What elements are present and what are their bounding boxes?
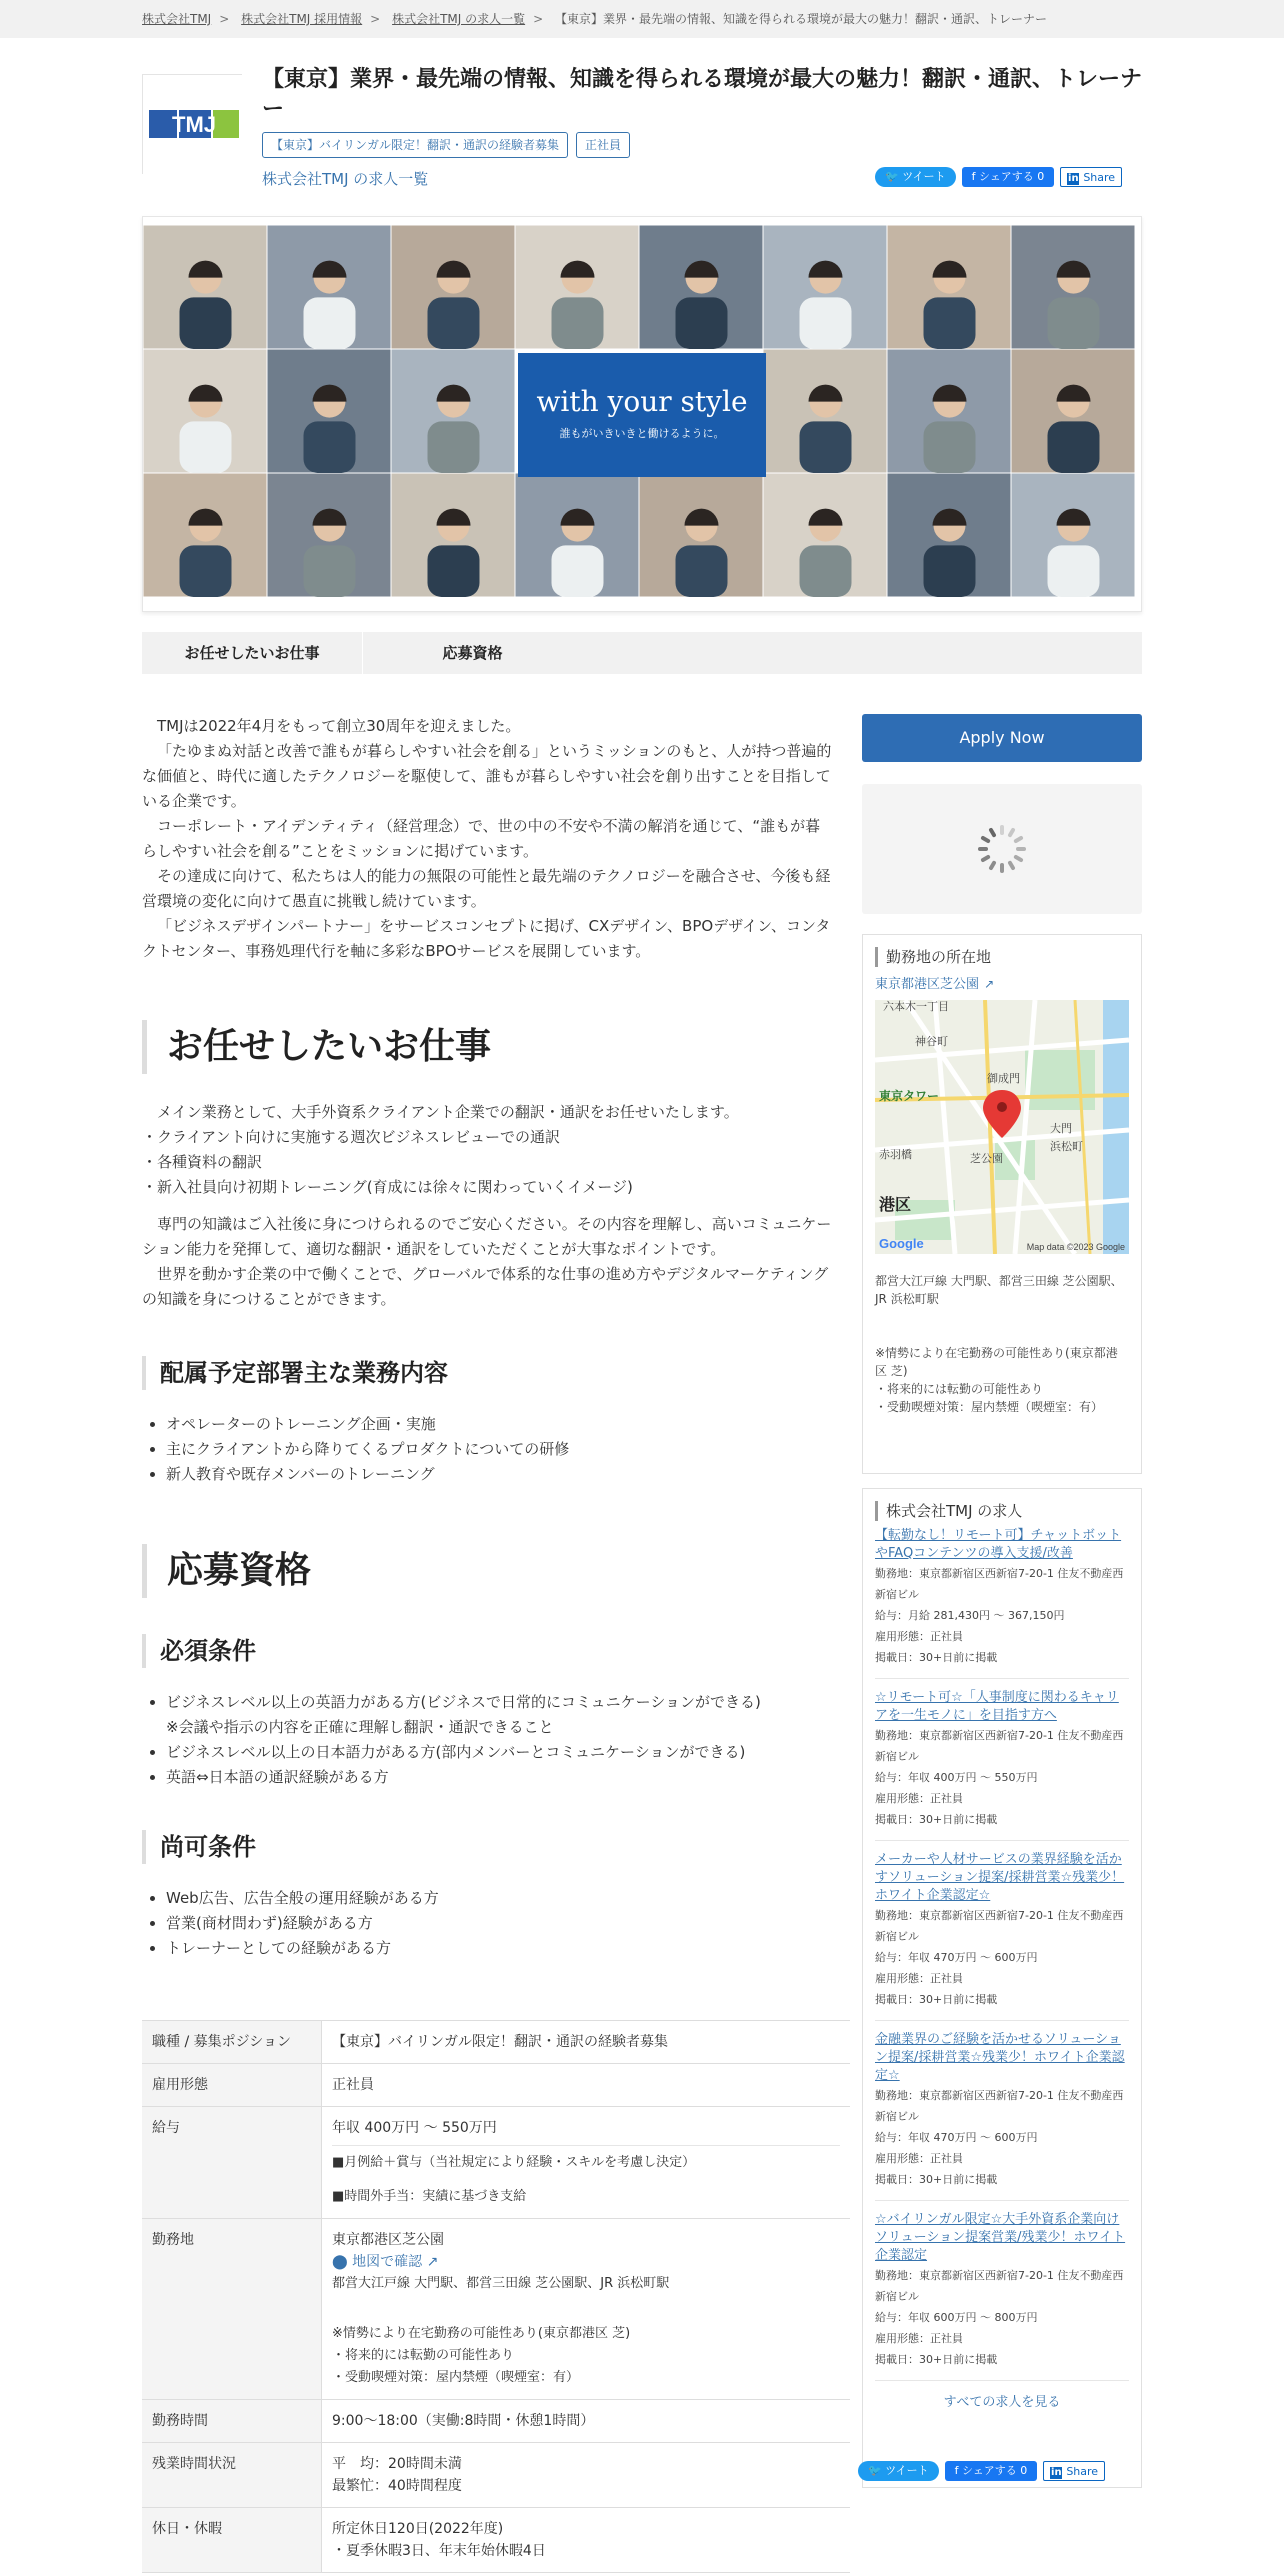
stations-text: 都営大江戸線 大門駅、都営三田線 芝公園駅、JR 浜松町駅 <box>332 2276 670 2291</box>
job-location: 勤務地：東京都新宿区西新宿7-20-1 住友不動産西新宿ビル <box>875 2089 1124 2123</box>
mosaic-person-body <box>924 421 976 473</box>
row-label: 勤務時間 <box>142 2400 322 2442</box>
company-intro <box>142 714 832 964</box>
row-value <box>322 2508 850 2572</box>
svg-text:御成門: 御成門 <box>987 1073 1020 1085</box>
spinner-segment <box>1013 854 1024 862</box>
job-salary: 給与：月給 281,430円 〜 367,150円 <box>875 1609 1065 1622</box>
linkedin-share-button[interactable]: in Share <box>1043 2461 1105 2481</box>
section-tabs <box>142 632 1142 674</box>
list-item: • 英語⇔日本語の通訳経験がある方 <box>166 1765 842 1790</box>
list-item: • オペレーターのトレーニング企画・実施 <box>166 1412 832 1437</box>
mosaic-person-body <box>552 545 604 597</box>
tweet-button[interactable]: 🐦 ツイート <box>858 2461 939 2481</box>
list-item: • Web広告、広告全般の運用経験がある方 <box>166 1886 832 1911</box>
sidebar-note: ・将来的には転勤の可能性あり <box>875 1382 1044 1396</box>
tag-employment[interactable]: 正社員 <box>576 132 630 158</box>
hero-headline: with your style <box>536 385 748 418</box>
job-type: 雇用形態：正社員 <box>875 1792 963 1805</box>
loading-panel <box>862 784 1142 914</box>
row-label: 残業時間状況 <box>142 2443 322 2507</box>
mosaic-person-body <box>304 421 356 473</box>
preferred-heading: 尚可条件 <box>142 1830 256 1864</box>
row-label: 雇用形態 <box>142 2064 322 2106</box>
mosaic-person-body <box>180 421 232 473</box>
mosaic-person-body <box>924 545 976 597</box>
salary-note: ■時間外手当：実績に基づき支給 <box>332 2189 527 2204</box>
job-heading: お任せしたいお仕事 <box>142 1020 491 1074</box>
location-box-title: 勤務地の所在地 <box>875 947 1129 967</box>
job-line: ・各種資料の翻訳 <box>142 1153 263 1171</box>
sidebar-share-bar <box>858 2460 1111 2481</box>
all-jobs-link[interactable]: すべての求人を見る <box>943 2395 1061 2410</box>
loading-spinner-icon <box>862 784 1142 914</box>
list-item: • ビジネスレベル以上の英語力がある方(ビジネスで日常的にコミュニケーションができる) <box>166 1690 842 1715</box>
spinner-segment <box>988 827 996 838</box>
svg-text:東京タワー: 東京タワー <box>879 1089 940 1103</box>
job-list <box>875 1527 1129 2410</box>
map-link[interactable]: 地図で確認 <box>352 2254 423 2270</box>
breadcrumb-current: 【東京】業界・最先端の情報、知識を得られる環境が最大の魅力！翻訳・通訳、トレーナー <box>555 12 1048 26</box>
job-card <box>875 2211 1129 2370</box>
job-salary: 給与：年収 470万円 〜 600万円 <box>875 1951 1038 1964</box>
spinner-segment <box>1013 835 1024 843</box>
job-date: 掲載日：30+日前に掲載 <box>875 2353 998 2366</box>
table-row <box>142 2219 850 2400</box>
job-date: 掲載日：30+日前に掲載 <box>875 1993 998 2006</box>
page-title: 【東京】業界・最先端の情報、知識を得られる環境が最大の魅力！翻訳・通訳、トレーナー <box>262 67 1143 122</box>
row-label: 職種 / 募集ポジション <box>142 2021 322 2063</box>
list-item: ※会議や指示の内容を正確に理解し翻訳・通訳できること <box>166 1718 554 1736</box>
company-jobs-box <box>862 1488 1142 2488</box>
job-card <box>875 1851 1129 2010</box>
breadcrumb <box>0 0 1284 38</box>
row-value: 正社員 <box>332 2077 374 2093</box>
job-date: 掲載日：30+日前に掲載 <box>875 2173 998 2186</box>
list-item: • トレーナーとしての経験がある方 <box>166 1936 832 1961</box>
job-paragraph: 専門の知識はご入社後に身につけられるのでご安心ください。その内容を理解し、高いコミュニケーション能力を発揮して、適切な翻訳・通訳をしていただくことが大事なポイントです。 <box>142 1215 832 1258</box>
list-item: • ビジネスレベル以上の日本語力がある方(部内メンバーとコミュニケーションができる) <box>166 1740 842 1765</box>
spinner-segment <box>1000 825 1004 835</box>
dept-list <box>142 1412 832 1487</box>
hero-image-mosaic <box>142 216 1142 612</box>
required-list <box>142 1690 842 1790</box>
job-date: 掲載日：30+日前に掲載 <box>875 1813 998 1826</box>
tweet-button[interactable]: 🐦 ツイート <box>875 167 956 187</box>
mosaic-person-body <box>428 545 480 597</box>
job-title-link[interactable]: 金融業界のご経験を活かせるソリューション提案/採耕営業☆残業少！ホワイト企業認定☆ <box>875 2032 1125 2083</box>
job-type: 雇用形態：正社員 <box>875 2152 963 2165</box>
overtime-max: 最繁忙：40時間程度 <box>332 2478 462 2494</box>
company-logo <box>142 74 242 174</box>
mosaic-person-body <box>180 545 232 597</box>
spinner-segment <box>1000 863 1004 873</box>
job-description <box>142 1100 832 1312</box>
job-type: 雇用形態：正社員 <box>875 2332 963 2345</box>
mosaic-person-body <box>924 297 976 349</box>
location-note: ※情勢により在宅勤務の可能性あり(東京都港区 芝) <box>332 2326 631 2341</box>
linkedin-icon: in <box>1051 2466 1062 2478</box>
external-link-icon: ↗ <box>984 977 995 991</box>
intro-paragraph: TMJは2022年4月をもって創立30周年を迎えました。 <box>157 717 521 735</box>
mosaic-person-body <box>1048 421 1100 473</box>
job-title-link[interactable]: ☆リモート可☆「人事制度に関わるキャリアを一生モノに」を目指す方へ <box>875 1690 1119 1723</box>
salary-note: ■月例給＋賞与（当社規定により経験・スキルを考慮し決定） <box>332 2155 696 2170</box>
job-header <box>142 62 1142 194</box>
overtime-avg: 平 均：20時間未満 <box>332 2456 462 2472</box>
apply-button[interactable]: Apply Now <box>862 714 1142 762</box>
holiday-text: 所定休日120日(2022年度) <box>332 2521 504 2537</box>
mosaic-person-body <box>676 545 728 597</box>
intro-paragraph: 「たゆまぬ対話と改善で誰もが暮らしやすい社会を創る」というミッションのもと、人が持つ普遍的な価値と、時代に適したテクノロジーを駆使して、誰もが暮らしやすい社会を創り出すことを目指している企業です。 <box>142 742 832 810</box>
job-salary: 給与：年収 400万円 〜 550万円 <box>875 1771 1038 1784</box>
svg-text:港区: 港区 <box>879 1197 912 1214</box>
map-pin-icon: ⬤ <box>332 2254 348 2270</box>
list-item: • 主にクライアントから降りてくるプロダクトについての研修 <box>166 1437 832 1462</box>
job-title-link[interactable]: 【転勤なし！リモート可】チャットボットやFAQコンテンツの導入支援/改善 <box>875 1528 1122 1561</box>
breadcrumb-company[interactable]: 株式会社TMJ <box>142 12 212 26</box>
facebook-icon: f <box>971 169 976 183</box>
mosaic-person-body <box>1048 297 1100 349</box>
twitter-icon: 🐦 <box>868 2463 882 2477</box>
mosaic-person-body <box>800 421 852 473</box>
mosaic-person-body <box>304 545 356 597</box>
mosaic-person-body <box>304 297 356 349</box>
job-line: ・新入社員向け初期トレーニング(育成には徐々に関わっていくイメージ) <box>142 1178 633 1196</box>
table-row <box>142 2443 850 2508</box>
table-row <box>142 2508 850 2573</box>
required-heading: 必須条件 <box>142 1634 256 1668</box>
spinner-segment <box>988 860 996 871</box>
list-item: • 新人教育や既存メンバーのトレーニング <box>166 1462 832 1487</box>
table-row <box>142 2400 850 2443</box>
list-item: • 営業(商材問わず)経験がある方 <box>166 1911 832 1936</box>
table-row <box>142 2021 850 2064</box>
logo-text: TMJ <box>172 112 216 137</box>
svg-text:神谷町: 神谷町 <box>915 1036 948 1048</box>
table-row <box>142 2064 850 2107</box>
breadcrumb-careers[interactable]: 株式会社TMJ 採用情報 <box>241 12 363 26</box>
breadcrumb-separator: > <box>533 12 544 26</box>
mosaic-person-body <box>1048 545 1100 597</box>
intro-paragraph: その達成に向けて、私たちは人的能力の無限の可能性と最先端のテクノロジーを融合させ、今後も経営環境の変化に向けて愚直に挑戦し続けています。 <box>142 867 831 910</box>
hero-subline: 誰もがいきいきと働けるように。 <box>559 427 725 440</box>
intro-paragraph: コーポレート・アイデンティティ（経営理念）で、世の中の不安や不満の解消を通じて、“誰もが暮らしやすい社会を創る”ことをミッションに掲げています。 <box>142 817 821 860</box>
job-line: ・クライアント向けに実施する週次ビジネスレビューでの通訳 <box>142 1128 561 1146</box>
mosaic-person-body <box>180 297 232 349</box>
facebook-share-button[interactable]: f シェアする 0 <box>962 167 1055 187</box>
job-paragraph: 世界を動かす企業の中で働くことで、グローバルで体系的な仕事の進め方やデジタルマーケティングの知識を身につけることができます。 <box>142 1265 829 1308</box>
breadcrumb-jobs[interactable]: 株式会社TMJ の求人一覧 <box>392 12 526 26</box>
job-details-table <box>142 2020 850 2573</box>
job-tags <box>262 132 638 160</box>
job-title-link[interactable]: ☆バイリンガル限定☆大手外資系企業向けソリューション提案営業/残業少！ホワイト企業認定 <box>875 2212 1126 2263</box>
dept-heading: 配属予定部署主な業務内容 <box>142 1356 448 1390</box>
intro-paragraph: 「ビジネスデザインパートナー」をサービスコンセプトに掲げ、CXデザイン、BPOデザイン、コンタクトセンター、事務処理代行を軸に多彩なBPOサービスを展開しています。 <box>142 917 831 960</box>
facebook-icon: f <box>954 2463 959 2477</box>
jobs-box-title: 株式会社TMJ の求人 <box>875 1501 1129 1521</box>
facebook-share-button[interactable]: f シェアする 0 <box>945 2461 1038 2481</box>
mosaic-person-body <box>428 297 480 349</box>
spinner-segment <box>1016 847 1026 851</box>
job-type: 雇用形態：正社員 <box>875 1630 963 1643</box>
mosaic-person-body <box>800 545 852 597</box>
row-value <box>322 2443 850 2507</box>
tag-category[interactable]: 【東京】バイリンガル限定！翻訳・通訳の経験者募集 <box>262 132 568 158</box>
location-box <box>862 934 1142 1474</box>
breadcrumb-separator: > <box>219 12 230 26</box>
map-thumbnail[interactable] <box>875 1000 1129 1254</box>
job-location: 勤務地：東京都新宿区西新宿7-20-1 住友不動産西新宿ビル <box>875 1909 1124 1943</box>
row-label: 勤務地 <box>142 2219 322 2399</box>
spinner-segment <box>1007 860 1015 871</box>
location-map-link[interactable]: 東京都港区芝公園 <box>875 977 980 992</box>
breadcrumb-separator: > <box>370 12 381 26</box>
row-label: 休日・休暇 <box>142 2508 322 2572</box>
location-note: ・将来的には転勤の可能性あり <box>332 2348 515 2363</box>
job-card <box>875 1689 1129 1830</box>
twitter-icon: 🐦 <box>885 169 899 183</box>
tab-job[interactable]: お任せしたいお仕事 <box>184 644 320 662</box>
location-note: ・受動喫煙対策：屋内禁煙（喫煙室：有） <box>332 2370 580 2385</box>
job-card <box>875 1527 1129 1668</box>
location-text: 東京都港区芝公園 <box>332 2232 444 2248</box>
job-card <box>875 2031 1129 2190</box>
salary-range: 年収 400万円 〜 550万円 <box>332 2117 840 2146</box>
mosaic-person-body <box>676 297 728 349</box>
row-value <box>322 2219 850 2399</box>
job-date: 掲載日：30+日前に掲載 <box>875 1651 998 1664</box>
qualifications-heading: 応募資格 <box>142 1544 311 1598</box>
svg-text:六本木一丁目: 六本木一丁目 <box>883 1001 949 1013</box>
spinner-segment <box>978 847 988 851</box>
row-value: 【東京】バイリンガル限定！翻訳・通訳の経験者募集 <box>332 2034 668 2050</box>
spinner-segment <box>980 854 991 862</box>
job-location: 勤務地：東京都新宿区西新宿7-20-1 住友不動産西新宿ビル <box>875 1567 1124 1601</box>
tab-qualifications[interactable]: 応募資格 <box>362 632 582 674</box>
job-line: メイン業務として、大手外資系クライアント企業での翻訳・通訳をお任せいたします。 <box>157 1103 739 1121</box>
spinner-segment <box>1007 827 1015 838</box>
linkedin-icon: in <box>1068 172 1079 184</box>
job-title-link[interactable]: メーカーや人材サービスの業界経験を活かすソリューション提案/採耕営業☆残業少！ホワイト企業認定☆ <box>875 1852 1125 1903</box>
external-link-icon: ↗ <box>426 2254 439 2270</box>
spinner-segment <box>980 835 991 843</box>
row-value <box>322 2107 850 2218</box>
svg-text:大門: 大門 <box>1050 1123 1072 1135</box>
svg-text:Map data ©2023 Google: Map data ©2023 Google <box>1026 1242 1125 1252</box>
svg-text:Google: Google <box>879 1236 924 1251</box>
job-location: 勤務地：東京都新宿区西新宿7-20-1 住友不動産西新宿ビル <box>875 2269 1124 2303</box>
job-type: 雇用形態：正社員 <box>875 1972 963 1985</box>
svg-text:芝公園: 芝公園 <box>970 1153 1003 1165</box>
sidebar-note: ・受動喫煙対策：屋内禁煙（喫煙室：有） <box>875 1400 1104 1414</box>
company-jobs-link[interactable]: 株式会社TMJ の求人一覧 <box>262 170 429 188</box>
job-salary: 給与：年収 600万円 〜 800万円 <box>875 2311 1038 2324</box>
preferred-list <box>142 1886 832 1961</box>
holiday-text: ・夏季休暇3日、年末年始休暇4日 <box>332 2543 546 2559</box>
svg-text:浜松町: 浜松町 <box>1050 1141 1083 1153</box>
mosaic-person-body <box>428 421 480 473</box>
mosaic-person-body <box>552 297 604 349</box>
sidebar-note: ※情勢により在宅勤務の可能性あり(東京都港区 芝) <box>875 1346 1118 1378</box>
linkedin-share-button[interactable]: in Share <box>1060 167 1122 187</box>
row-label: 給与 <box>142 2107 322 2218</box>
row-value: 9:00～18:00（実働:8時間・休憩1時間） <box>332 2413 595 2429</box>
job-location: 勤務地：東京都新宿区西新宿7-20-1 住友不動産西新宿ビル <box>875 1729 1124 1763</box>
table-row <box>142 2107 850 2219</box>
share-bar <box>875 166 1128 187</box>
sidebar-stations: 都営大江戸線 大門駅、都営三田線 芝公園駅、JR 浜松町駅 <box>875 1274 1123 1306</box>
job-salary: 給与：年収 470万円 〜 600万円 <box>875 2131 1038 2144</box>
mosaic-person-body <box>800 297 852 349</box>
svg-text:赤羽橋: 赤羽橋 <box>879 1149 912 1161</box>
